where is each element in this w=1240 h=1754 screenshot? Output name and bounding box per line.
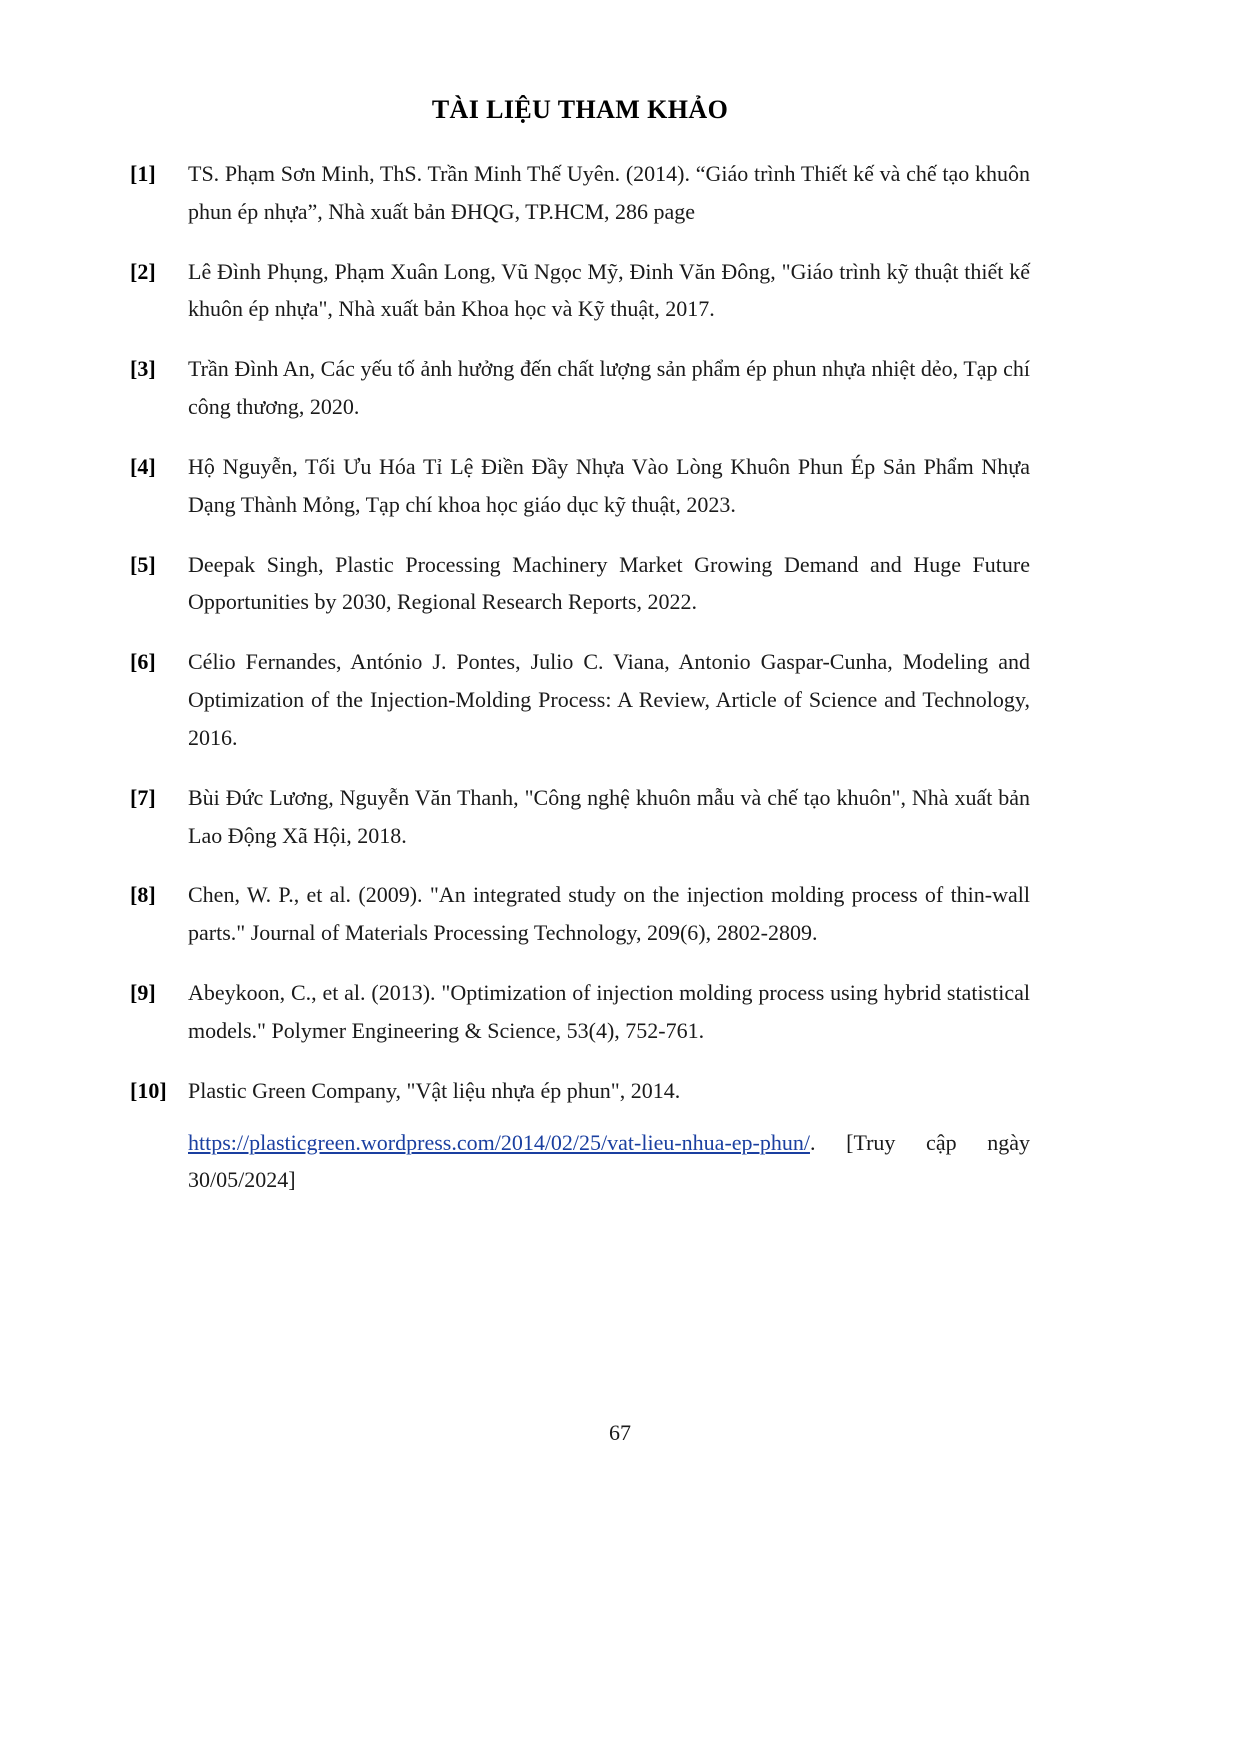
page-number: 67 — [609, 1420, 631, 1445]
reference-text: Hộ Nguyễn, Tối Ưu Hóa Tỉ Lệ Điền Đầy Nhựa Vào Lòng Khuôn Phun Ép Sản Phẩm Nhựa Dạng Thành Mỏng, Tạp chí khoa học giáo dục kỹ thuật, 2023. — [188, 453, 1030, 517]
reference-url-link[interactable]: https://plasticgreen.wordpress.com/2014/02/25/vat-lieu-nhua-ep-phun/ — [188, 1129, 810, 1155]
reference-text: Trần Đình An, Các yếu tố ảnh hưởng đến chất lượng sản phẩm ép phun nhựa nhiệt dẻo, Tạp chí công thương, 2020. — [188, 356, 1030, 420]
list-item — [130, 643, 1030, 756]
reference-text: Plastic Green Company, "Vật liệu nhựa ép phun", 2014. — [188, 1077, 681, 1103]
reference-list — [130, 155, 1030, 1199]
reference-number: [1] — [130, 161, 156, 186]
reference-text: Bùi Đức Lương, Nguyễn Văn Thanh, "Công nghệ khuôn mẫu và chế tạo khuôn", Nhà xuất bản Lao Động Xã Hội, 2018. — [188, 784, 1030, 848]
reference-number: [8] — [130, 882, 156, 908]
reference-text: Lê Đình Phụng, Phạm Xuân Long, Vũ Ngọc Mỹ, Đinh Văn Đông, "Giáo trình kỹ thuật thiết kế khuôn ép nhựa", Nhà xuất bản Khoa học và Kỹ thuật, 2017. — [188, 258, 1030, 322]
reference-access-note: . [Truy cập ngày 30/05/2024] — [188, 1129, 1030, 1193]
reference-text: TS. Phạm Sơn Minh, ThS. Trần Minh Thế Uyên. (2014). “Giáo trình Thiết kế và chế tạo khuôn phun ép nhựa”, Nhà xuất bản ĐHQG, TP.HCM, 286 page — [188, 161, 1030, 224]
reference-source-line — [188, 1124, 1030, 1200]
reference-number: [6] — [130, 649, 156, 675]
reference-number: [4] — [130, 453, 156, 479]
reference-text: Deepak Singh, Plastic Processing Machinery Market Growing Demand and Huge Future Opportunities by 2030, Regional Research Reports, 2022. — [188, 551, 1030, 615]
reference-text: Abeykoon, C., et al. (2013). "Optimization of injection molding process using hybrid statistical models." Polymer Engineering & Science, 53(4), 752-761. — [188, 980, 1030, 1043]
list-item — [130, 876, 1030, 952]
reference-text: Chen, W. P., et al. (2009). "An integrated study on the injection molding process of thin-wall parts." Journal of Materials Processing Technology, 209(6), 2802-2809. — [188, 882, 1030, 946]
page-content — [130, 95, 1030, 1221]
reference-text: Célio Fernandes, António J. Pontes, Julio C. Viana, Antonio Gaspar-Cunha, Modeling and Optimization of the Injection-Molding Process: A Review, Article of Science and Technology, 2016. — [188, 649, 1030, 750]
list-item — [130, 350, 1030, 426]
reference-number: [7] — [130, 784, 156, 810]
reference-number: [5] — [130, 551, 156, 577]
list-item — [130, 779, 1030, 855]
reference-number: [10] — [130, 1077, 167, 1103]
reference-number: [2] — [130, 258, 156, 284]
list-item — [130, 974, 1030, 1050]
list-item — [130, 155, 1030, 231]
page-title: TÀI LIỆU THAM KHẢO — [431, 95, 729, 124]
reference-number: [3] — [130, 356, 156, 382]
list-item — [130, 546, 1030, 622]
list-item — [130, 253, 1030, 329]
list-item — [130, 448, 1030, 524]
list-item — [130, 1072, 1030, 1199]
reference-number: [9] — [130, 980, 156, 1006]
